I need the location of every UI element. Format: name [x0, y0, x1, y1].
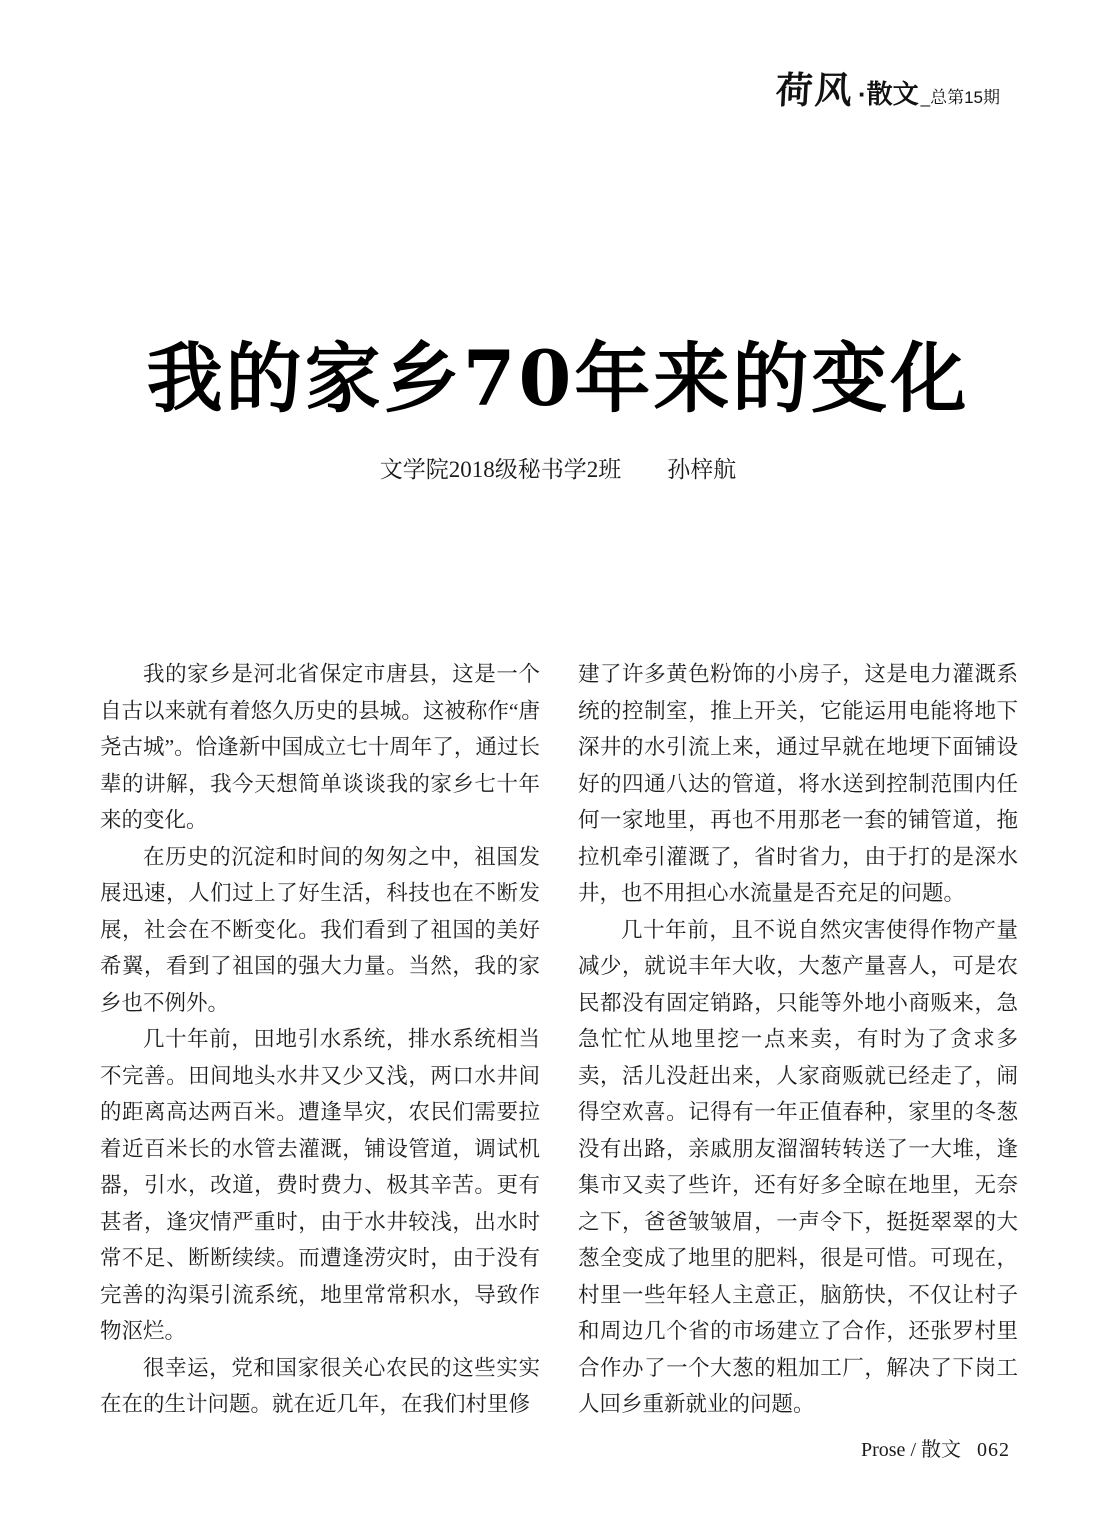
journal-header: [776, 60, 1000, 114]
paragraph: 几十年前，田地引水系统，排水系统相当不完善。田间地头水井又少又浅，两口水井间的距离高达两百米。遭逢旱灾，农民们需要拉着近百米长的水管去灌溉，铺设管道，调试机器，引水，改道，费时费力、极其辛苦。更有甚者，逢灾情严重时，由于水井较浅，出水时常不足、断断续续。而遭逢涝灾时，由于没有完善的沟渠引流系统，地里常常积水，导致作物沤烂。: [100, 1027, 540, 1343]
paragraph-continuation: 建了许多黄色粉饰的小房子，这是电力灌溉系统的控制室，推上开关，它能运用电能将地下深井的水引流上来，通过早就在地埂下面铺设好的四通八达的管道，将水送到控制范围内任何一家地里，再也不用那老一套的铺管道，拖拉机牵引灌溉了，省时省力，由于打的是深水井，也不用担心水流量是否充足的问题。: [578, 662, 1018, 905]
article-body: [100, 656, 1018, 1423]
paragraph: 在历史的沉淀和时间的匆匆之中，祖国发展迅速，人们过上了好生活，科技也在不断发展，社会在不断变化。我们看到了祖国的美好希翼，看到了祖国的强大力量。当然，我的家乡也不例外。: [100, 844, 540, 1015]
footer-prose-label: Prose: [860, 1439, 906, 1461]
article-byline: 文学院2018级秘书学2班 孙梓航: [379, 457, 737, 482]
paragraph: 我的家乡是河北省保定市唐县，这是一个自古以来就有着悠久历史的县城。这被称作“唐尧古城”。恰逢新中国成立七十周年了，通过长辈的讲解，我今天想简单谈谈我的家乡七十年来的变化。: [100, 662, 540, 832]
footer-page-number: 062: [977, 1439, 1010, 1461]
right-column: [578, 656, 1018, 1423]
paragraph: 很幸运，党和国家很关心农民的这些实实在在的生计问题。就在近几年，在我们村里修: [100, 1355, 540, 1416]
footer-separator: /: [910, 1439, 916, 1461]
paragraph: 几十年前，且不说自然灾害使得作物产量减少，就说丰年大收，大葱产量喜人，可是农民都没有固定销路，只能等外地小商贩来，急急忙忙从地里挖一点来卖，有时为了贪求多卖，活儿没赶出来，人家商贩就已经走了，闹得空欢喜。记得有一年正值春种，家里的冬葱没有出路，亲戚朋友溜溜转转送了一大堆，逢集市又卖了些许，还有好多全晾在地里，无奈之下，爸爸皱皱眉，一声令下，挺挺翠翠的大葱全变成了地里的肥料，很是可惜。可现在，村里一些年轻人主意正，脑筋快，不仅让村子和周边几个省的市场建立了合作，还张罗村里合作办了一个大葱的粗加工厂，解决了下岗工人回乡重新就业的问题。: [578, 917, 1018, 1416]
footer-section-label: 散文: [921, 1439, 961, 1461]
left-column: [100, 656, 540, 1423]
journal-section-label: ·散文: [857, 79, 919, 109]
journal-issue-label: _总第15期: [920, 88, 1000, 107]
article-title: 我的家乡70年来的变化: [146, 334, 970, 423]
journal-name: 荷风: [774, 68, 855, 112]
page-footer: [861, 1433, 1010, 1462]
